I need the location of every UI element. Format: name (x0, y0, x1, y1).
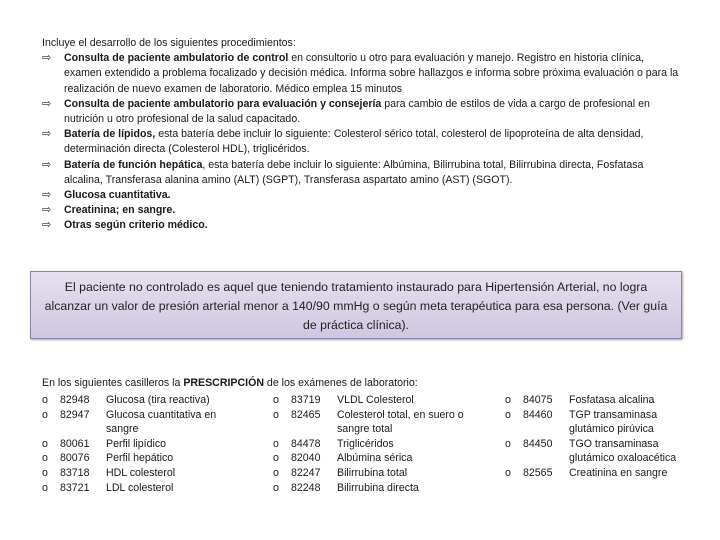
lab-test-name: LDL colesterol (106, 481, 174, 494)
lab-test-code: 83718 (60, 466, 90, 479)
circle-bullet-icon: o (273, 408, 279, 421)
procedure-name: Consulta de paciente ambulatorio de control (64, 52, 289, 65)
lab-column-1 (42, 393, 242, 495)
arrow-right-icon: ⇨ (42, 219, 52, 232)
lab-test-name: Bilirrubina total (337, 466, 408, 479)
lab-test-code: 82040 (291, 452, 321, 465)
lab-test-row (273, 437, 483, 452)
lab-test-code: 82565 (523, 466, 553, 479)
lab-test-row (42, 393, 242, 408)
lab-test-code: 83721 (60, 481, 90, 494)
procedure-item (42, 188, 682, 203)
lab-test-code: 84450 (523, 437, 553, 450)
lab-test-name: HDL colesterol (106, 466, 176, 479)
circle-bullet-icon: o (273, 394, 279, 406)
lab-test-row (42, 451, 242, 466)
lab-test-name: Perfil hepático (106, 452, 174, 465)
note-text: El paciente no controlado es aquel que teniendo tratamiento instaurado para Hipertensión Arterial, no logra alcanzar un valor de presión arterial menor a 140/90 mmHg o según meta terapéutica para esa persona. (Ver guía de práctica clínica). (44, 280, 668, 332)
lab-test-code: 82247 (291, 466, 321, 479)
lab-test-code: 83719 (291, 394, 321, 406)
procedure-item (42, 218, 682, 233)
circle-bullet-icon: o (273, 481, 279, 494)
lab-test-row (273, 481, 483, 496)
arrow-right-icon: ⇨ (42, 52, 52, 65)
circle-bullet-icon: o (505, 408, 511, 421)
circle-bullet-icon: o (42, 466, 48, 479)
circle-bullet-icon: o (505, 466, 511, 479)
lab-test-row (42, 408, 242, 437)
procedure-description: para cambio de estilos de vida a cargo de profesional en nutrición u otro profesional de la salud capacitado. (64, 97, 650, 126)
arrow-right-icon: ⇨ (42, 128, 52, 141)
arrow-right-icon: ⇨ (42, 204, 52, 217)
lab-test-code: 80076 (60, 452, 90, 465)
circle-bullet-icon: o (42, 394, 48, 406)
procedures-intro: Incluye el desarrollo de los siguientes procedimientos: (42, 37, 296, 49)
procedure-description: , esta batería debe incluir lo siguiente: Albúmina, Bilirrubina total, Bilirrubina directa, Fosfatasa alcalina, Transferasa alanina amino (ALT) (SGPT), Transferasa aspartato amino (AST) (SGOT). (64, 158, 644, 186)
lab-title (42, 376, 692, 391)
arrow-right-icon: ⇨ (42, 158, 52, 171)
lab-test-name: Colesterol total, en suero o sangre total (337, 408, 464, 436)
procedure-name: Creatinina; en sangre. (64, 204, 176, 217)
lab-test-row (505, 437, 695, 466)
procedures-section (42, 36, 682, 234)
arrow-right-icon: ⇨ (42, 97, 52, 110)
lab-test-code: 82465 (291, 408, 321, 421)
lab-test-code: 80061 (60, 437, 90, 450)
lab-test-name: TGP transaminasa glutámico pirúvica (569, 408, 658, 436)
uncontrolled-patient-note (30, 271, 682, 339)
lab-test-row (505, 393, 695, 408)
lab-test-code: 82248 (291, 481, 321, 494)
procedure-item (42, 158, 682, 188)
lab-test-name: Glucosa cuantitativa en sangre (106, 408, 217, 436)
lab-test-code: 84075 (523, 394, 553, 406)
lab-test-row (42, 466, 242, 481)
lab-test-row (273, 393, 483, 408)
procedure-item (42, 97, 682, 127)
lab-test-name: VLDL Colesterol (337, 394, 414, 406)
lab-test-name: Creatinina en sangre (569, 466, 668, 479)
lab-test-row (273, 451, 483, 466)
lab-test-code: 82947 (60, 408, 90, 421)
lab-test-code: 84478 (291, 437, 321, 450)
lab-test-name: TGO transaminasa glutámico oxaloacética (569, 437, 677, 465)
lab-test-row (273, 408, 483, 437)
lab-test-row (505, 466, 695, 481)
procedure-item (42, 127, 682, 157)
lab-title-bold: PRESCRIPCIÓN (183, 377, 264, 389)
circle-bullet-icon: o (42, 408, 48, 421)
circle-bullet-icon: o (505, 437, 511, 450)
procedure-name: Consulta de paciente ambulatorio para evaluación y consejería (64, 97, 382, 110)
procedure-name: Batería de lípidos, (64, 128, 156, 141)
procedure-name: Batería de función hepática (64, 158, 203, 171)
circle-bullet-icon: o (505, 394, 511, 406)
arrow-right-icon: ⇨ (42, 189, 52, 202)
lab-test-row (273, 466, 483, 481)
lab-test-code: 82948 (60, 394, 90, 406)
circle-bullet-icon: o (42, 452, 48, 465)
lab-test-row (42, 481, 242, 496)
lab-test-row (505, 408, 695, 437)
lab-test-name: Bilirrubina directa (337, 481, 419, 494)
lab-column-3 (505, 393, 695, 481)
circle-bullet-icon: o (42, 481, 48, 494)
lab-test-name: Albúmina sérica (337, 452, 413, 465)
procedure-item (42, 51, 682, 97)
lab-test-name: Fosfatasa alcalina (569, 394, 655, 406)
procedure-description: esta batería debe incluir lo siguiente: Colesterol sérico total, colesterol de lipoproteína de alta densidad, determinación directa (Colesterol HDL), triglicéridos. (64, 128, 644, 156)
procedure-description: en consultorio u otro para evaluación y manejo. Registro en historia clínica, examen extendido a problema focalizado y decisión médica. Informa sobre hallazgos e informa sobre próxima evaluación o para la realización de nuevo examen de laboratorio. Médico emplea 15 minutos (64, 52, 679, 95)
procedures-list (42, 51, 682, 233)
lab-title-prefix: En los siguientes casilleros la (42, 377, 184, 389)
lab-test-name: Triglicéridos (337, 437, 394, 450)
circle-bullet-icon: o (42, 437, 48, 450)
procedure-item (42, 203, 682, 218)
lab-test-name: Glucosa (tira reactiva) (106, 394, 210, 406)
lab-prescription-section (42, 376, 692, 494)
procedure-name: Glucosa cuantitativa. (64, 189, 171, 202)
circle-bullet-icon: o (273, 452, 279, 465)
lab-title-suffix: de los exámenes de laboratorio: (263, 377, 418, 389)
procedure-name: Otras según criterio médico. (64, 219, 208, 232)
lab-test-row (42, 437, 242, 452)
lab-test-name: Perfil lipídico (106, 437, 167, 450)
lab-test-code: 84460 (523, 408, 553, 421)
circle-bullet-icon: o (273, 466, 279, 479)
circle-bullet-icon: o (273, 437, 279, 450)
lab-column-2 (273, 393, 483, 495)
